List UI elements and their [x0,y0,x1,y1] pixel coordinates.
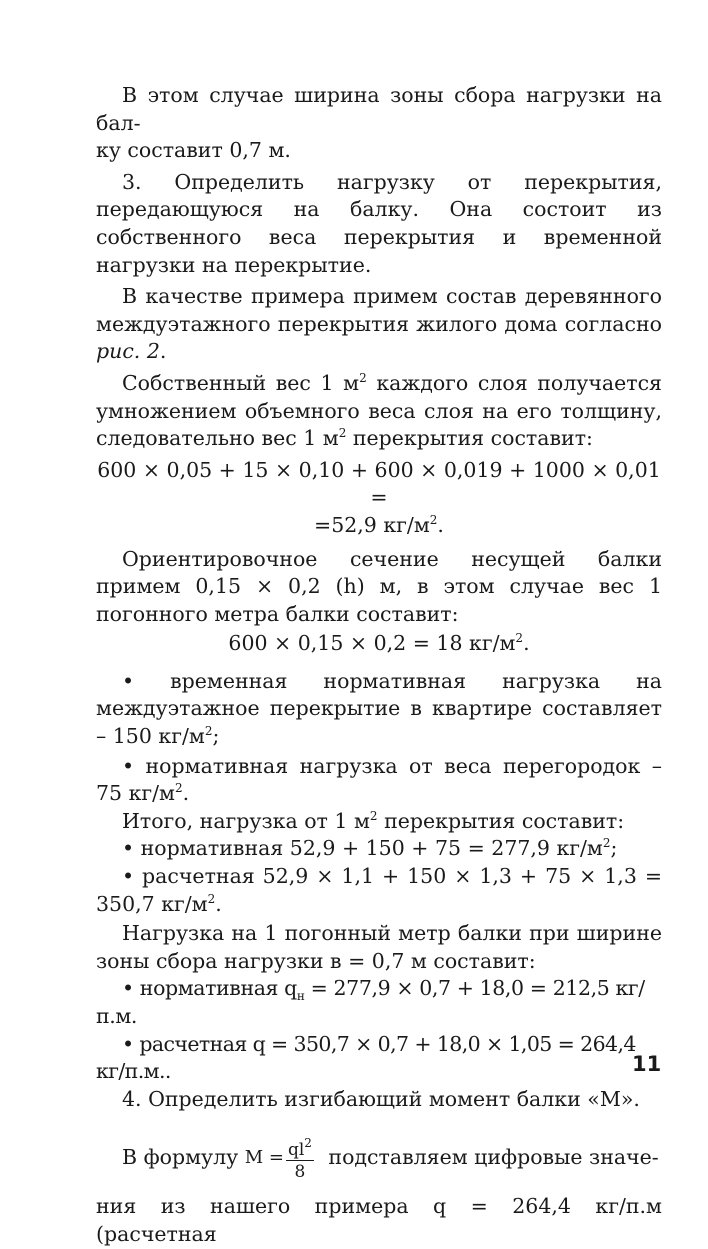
paragraph-example-floor: В качестве примера примем состав деревянного междуэтажного перекрытия жилого дома согласно рис. 2. [96,284,662,364]
paragraph-step-3: 3. Определить нагрузку от перекрытия, передающуюся на балку. Она состоит из собственного веса перекрытия и временной нагрузки на перекрытие. [96,169,662,277]
bullet-normative-linear: • нормативная $q_н = 277,9 \times 0,7 + 18,0 = 212,5$ кг/п.м. [96,976,645,1028]
bullet-design-total: • расчетная 52,9 × 1,1 + 150 × 1,3 + 75 × 1,3 = 350,7 $кг/м^2$. [96,864,662,916]
page-number: 11 [632,1052,662,1076]
bullet-partition-load: • нормативная нагрузка от веса перегородок – 75 $кг/м^2$. [96,753,662,806]
page-text [96,82,662,1249]
paragraph-linear-load: Нагрузка на 1 погонный метр балки при ширине зоны сбора нагрузки в = 0,7 м составит: [96,921,662,973]
moment-formula-line: В формулу M = $\frac{ql^2}{8}$ подставляем цифровые значе- [96,1129,662,1185]
bullet-normative-total: • нормативная 52,9 + 150 + 75 = 277,9 $кг/м^2$; [122,836,618,861]
moment-fraction: $\frac{ql^2}{8}$ [286,1133,314,1182]
paragraph-total-load: Итого, нагрузка от 1 $м^2$ перекрытия составит: [122,808,625,833]
paragraph-own-weight: Собственный вес 1 $м^2$ каждого слоя получается умножением объемного веса слоя на его толщину, следовательно вес 1 $м^2$ перекрытия составит: [96,370,662,451]
paragraph-step-4: 4. Определить изгибающий момент балки «М». [122,1086,640,1111]
paragraph-zone-width: В этом случае ширина зоны сбора нагрузки на бал- ку составит 0,7 м. [96,83,662,163]
bullet-temporary-load: • временная нормативная нагрузка на междуэтажное перекрытие в квартире составляет – 150 $кг/м^2$; [96,668,662,749]
bullet-design-linear: • расчетная q = 350,7 × 0,7 + 18,0 × 1,05 = 264,4 кг/п.м.. [96,1031,636,1084]
equation-beam-weight: 600 × 0,15 × 0,2 = 18 $кг/м^2$. [228,631,530,656]
paragraph-substitution: ния из нашего примера q = 264,4 кг/п.м (расчетная [96,1194,662,1246]
figure-reference: рис. 2 [96,339,160,364]
equation-floor-weight: 600 × 0,05 + 15 × 0,10 + 600 × 0,019 + 1000 × 0,01 = =52,9 $кг/м^2$. [97,457,661,537]
paragraph-beam-section: Ориентировочное сечение несущей балки примем 0,15 × 0,2 (h) м, в этом случае вес 1 погонного метра балки составит: [96,546,662,626]
formula-lhs: M = [244,1146,284,1168]
